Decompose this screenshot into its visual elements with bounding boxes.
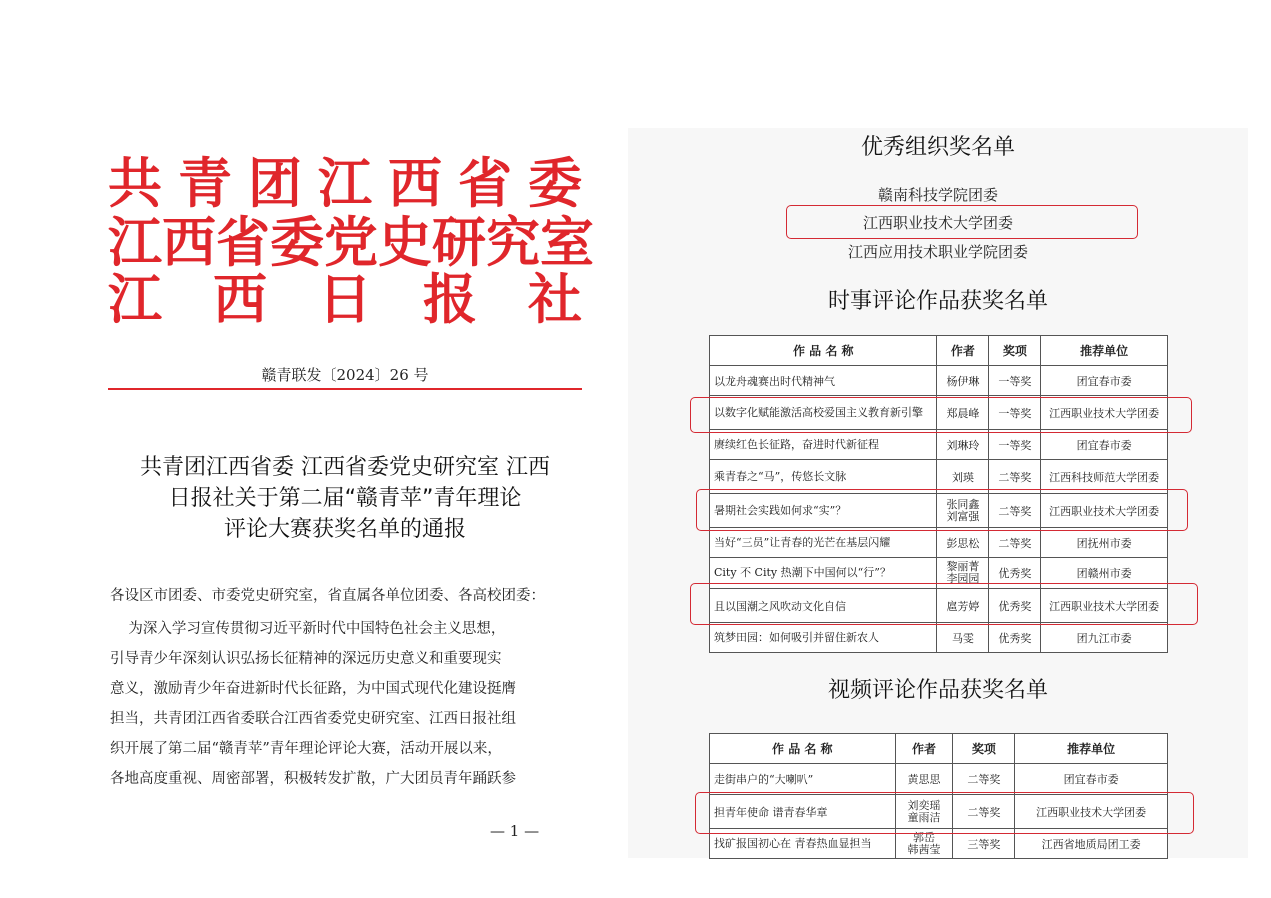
- issuer-char: 江: [108, 210, 162, 274]
- cell-unit: 团抚州市委: [1041, 528, 1168, 558]
- highlight-box: [690, 397, 1192, 433]
- body-line: 意义，激励青少年奋进新时代长征路，为中国式现代化建设挺膺: [110, 681, 516, 697]
- cell-award: 一等奖: [989, 366, 1041, 396]
- cell-award: 二等奖: [953, 795, 1015, 829]
- cell-author: 张同鑫 刘富强: [937, 494, 989, 528]
- cell-award: 二等奖: [989, 460, 1041, 494]
- table-row: [710, 528, 1168, 558]
- issuer-char: 室: [540, 210, 594, 274]
- issuer-char: 省: [458, 151, 512, 215]
- body-paragraph: [110, 614, 582, 794]
- cell-award: 一等奖: [989, 396, 1041, 430]
- table-row: [710, 623, 1168, 653]
- cell-award: 优秀奖: [989, 589, 1041, 623]
- table-row: [710, 366, 1168, 396]
- red-divider: [108, 388, 582, 390]
- issuer-char: 委: [528, 151, 582, 215]
- cell-award: 二等奖: [953, 764, 1015, 795]
- issuer-char: 史: [378, 210, 432, 274]
- salutation: 各设区市团委、市委党史研究室，省直属各单位团委、各高校团委：: [110, 588, 545, 604]
- issuer-char: 研: [432, 210, 486, 274]
- issuer-char: 党: [324, 210, 378, 274]
- table-row: [710, 430, 1168, 460]
- cell-name: 当好“三员”让青春的光芒在基层闪耀: [710, 528, 937, 558]
- highlight-box: [690, 583, 1198, 625]
- org-award-item: 江西职业技术大学团委: [862, 214, 1013, 232]
- cell-name: 走街串户的“大喇叭”: [710, 764, 896, 795]
- title-line: 评论大赛获奖名单的通报: [223, 517, 466, 542]
- cell-author: 杨伊琳: [937, 366, 989, 396]
- cell-unit: 江西职业技术大学团委: [1041, 494, 1168, 528]
- issuer-char: 究: [486, 210, 540, 274]
- body-line: 担当，共青团江西省委联合江西省委党史研究室、江西日报社组: [110, 711, 516, 727]
- issuer-char: 青: [178, 151, 232, 215]
- cell-award: 优秀奖: [989, 558, 1041, 589]
- cell-award: 三等奖: [953, 829, 1015, 859]
- cell-name: 赓续红色长征路，奋进时代新征程: [710, 430, 937, 460]
- cell-award: 二等奖: [989, 528, 1041, 558]
- cell-name: 乘青春之“马”，传悠长文脉: [710, 460, 937, 494]
- cell-name: 以数字化赋能激活高校爱国主义教育新引擎: [710, 396, 937, 430]
- org-award-item: 江西应用技术职业学院团委: [847, 243, 1028, 261]
- col-header-award: 奖项: [989, 336, 1041, 366]
- issuer-char: 委: [270, 210, 324, 274]
- issuer-char: 西: [162, 210, 216, 274]
- cell-unit: 江西科技师范大学团委: [1041, 460, 1168, 494]
- cell-unit: 江西职业技术大学团委: [1041, 396, 1168, 430]
- document-number: 赣青联发〔2024〕26 号: [261, 366, 429, 384]
- cell-author: 郑晨峰: [937, 396, 989, 430]
- cell-unit: 团九江市委: [1041, 623, 1168, 653]
- org-award-title: 优秀组织奖名单: [860, 135, 1015, 160]
- cell-unit: 江西省地质局团工委: [1015, 829, 1168, 859]
- highlight-box: [695, 792, 1194, 834]
- cell-author: 刘瑛: [937, 460, 989, 494]
- cell-unit: 团宜春市委: [1015, 764, 1168, 795]
- cell-unit: 团赣州市委: [1041, 558, 1168, 589]
- cell-unit: 团宜春市委: [1041, 366, 1168, 396]
- cell-unit: 江西职业技术大学团委: [1041, 589, 1168, 623]
- issuer-char: 西: [388, 151, 442, 215]
- document-title: [108, 452, 582, 545]
- issuer-line-3: [108, 264, 582, 331]
- body-line: 为深入学习宣传贯彻习近平新时代中国特色社会主义思想，: [110, 621, 506, 637]
- cell-name: 暑期社会实践如何求“实”？: [710, 494, 937, 528]
- issuer-char: 省: [216, 210, 270, 274]
- col-header-award: 奖项: [953, 734, 1015, 764]
- body-line: 引导青少年深刻认识弘扬长征精神的深远历史意义和重要现实: [110, 651, 502, 667]
- commentary-award-title: 时事评论作品获奖名单: [827, 289, 1048, 314]
- cell-name: 以龙舟魂赛出时代精神气: [710, 366, 937, 396]
- cell-unit: 团宜春市委: [1041, 430, 1168, 460]
- issuer-char: 江: [108, 267, 162, 331]
- video-award-title: 视频评论作品获奖名单: [827, 678, 1048, 703]
- title-line: 日报社关于第二届“赣青苹”青年理论: [168, 486, 522, 511]
- cell-author: 黎丽菁 李园园: [937, 558, 989, 589]
- cell-unit: 江西职业技术大学团委: [1015, 795, 1168, 829]
- col-header-title: 作 品 名 称: [710, 734, 896, 764]
- cell-name: 找矿报国初心在 青春热血显担当: [710, 829, 896, 859]
- issuer-char: 江: [318, 151, 372, 215]
- col-header-unit: 推荐单位: [1015, 734, 1168, 764]
- org-award-item: 赣南科技学院团委: [877, 186, 998, 204]
- issuer-char: 共: [108, 151, 162, 215]
- cell-award: 优秀奖: [989, 623, 1041, 653]
- issuer-char: 报: [423, 267, 477, 331]
- cell-author: 扈芳婷: [937, 589, 989, 623]
- cell-award: 一等奖: [989, 430, 1041, 460]
- highlight-box: [696, 489, 1188, 531]
- issuer-char: 团: [248, 151, 302, 215]
- page-number: — 1 —: [490, 822, 540, 840]
- cell-award: 二等奖: [989, 494, 1041, 528]
- issuer-char: 社: [528, 267, 582, 331]
- cell-author: 彭思松: [937, 528, 989, 558]
- col-header-unit: 推荐单位: [1041, 336, 1168, 366]
- cell-name: 担青年使命 谱青春华章: [710, 795, 896, 829]
- body-line: 各地高度重视、周密部署，积极转发扩散，广大团员青年踊跃参: [110, 771, 516, 787]
- col-header-title: 作 品 名 称: [710, 336, 937, 366]
- cell-name: 且以国潮之风吹动文化自信: [710, 589, 937, 623]
- cell-name: City 不 City 热潮下中国何以“行”？: [710, 558, 937, 589]
- highlight-box: [786, 205, 1138, 239]
- cell-author: 刘奕瑶 童雨洁: [895, 795, 953, 829]
- table-row: [710, 764, 1168, 795]
- cell-author: 马雯: [937, 623, 989, 653]
- cell-name: 筑梦田园：如何吸引并留住新农人: [710, 623, 937, 653]
- cell-author: 郭岳 韩茜莹: [895, 829, 953, 859]
- issuer-char: 西: [213, 267, 267, 331]
- cell-author: 刘琳玲: [937, 430, 989, 460]
- cell-author: 黄思思: [895, 764, 953, 795]
- title-line: 共青团江西省委 江西省委党史研究室 江西: [140, 455, 550, 480]
- col-header-author: 作者: [937, 336, 989, 366]
- body-line: 织开展了第二届“赣青苹”青年理论评论大赛，活动开展以来，: [110, 741, 502, 757]
- issuer-char: 日: [318, 267, 372, 331]
- col-header-author: 作者: [895, 734, 953, 764]
